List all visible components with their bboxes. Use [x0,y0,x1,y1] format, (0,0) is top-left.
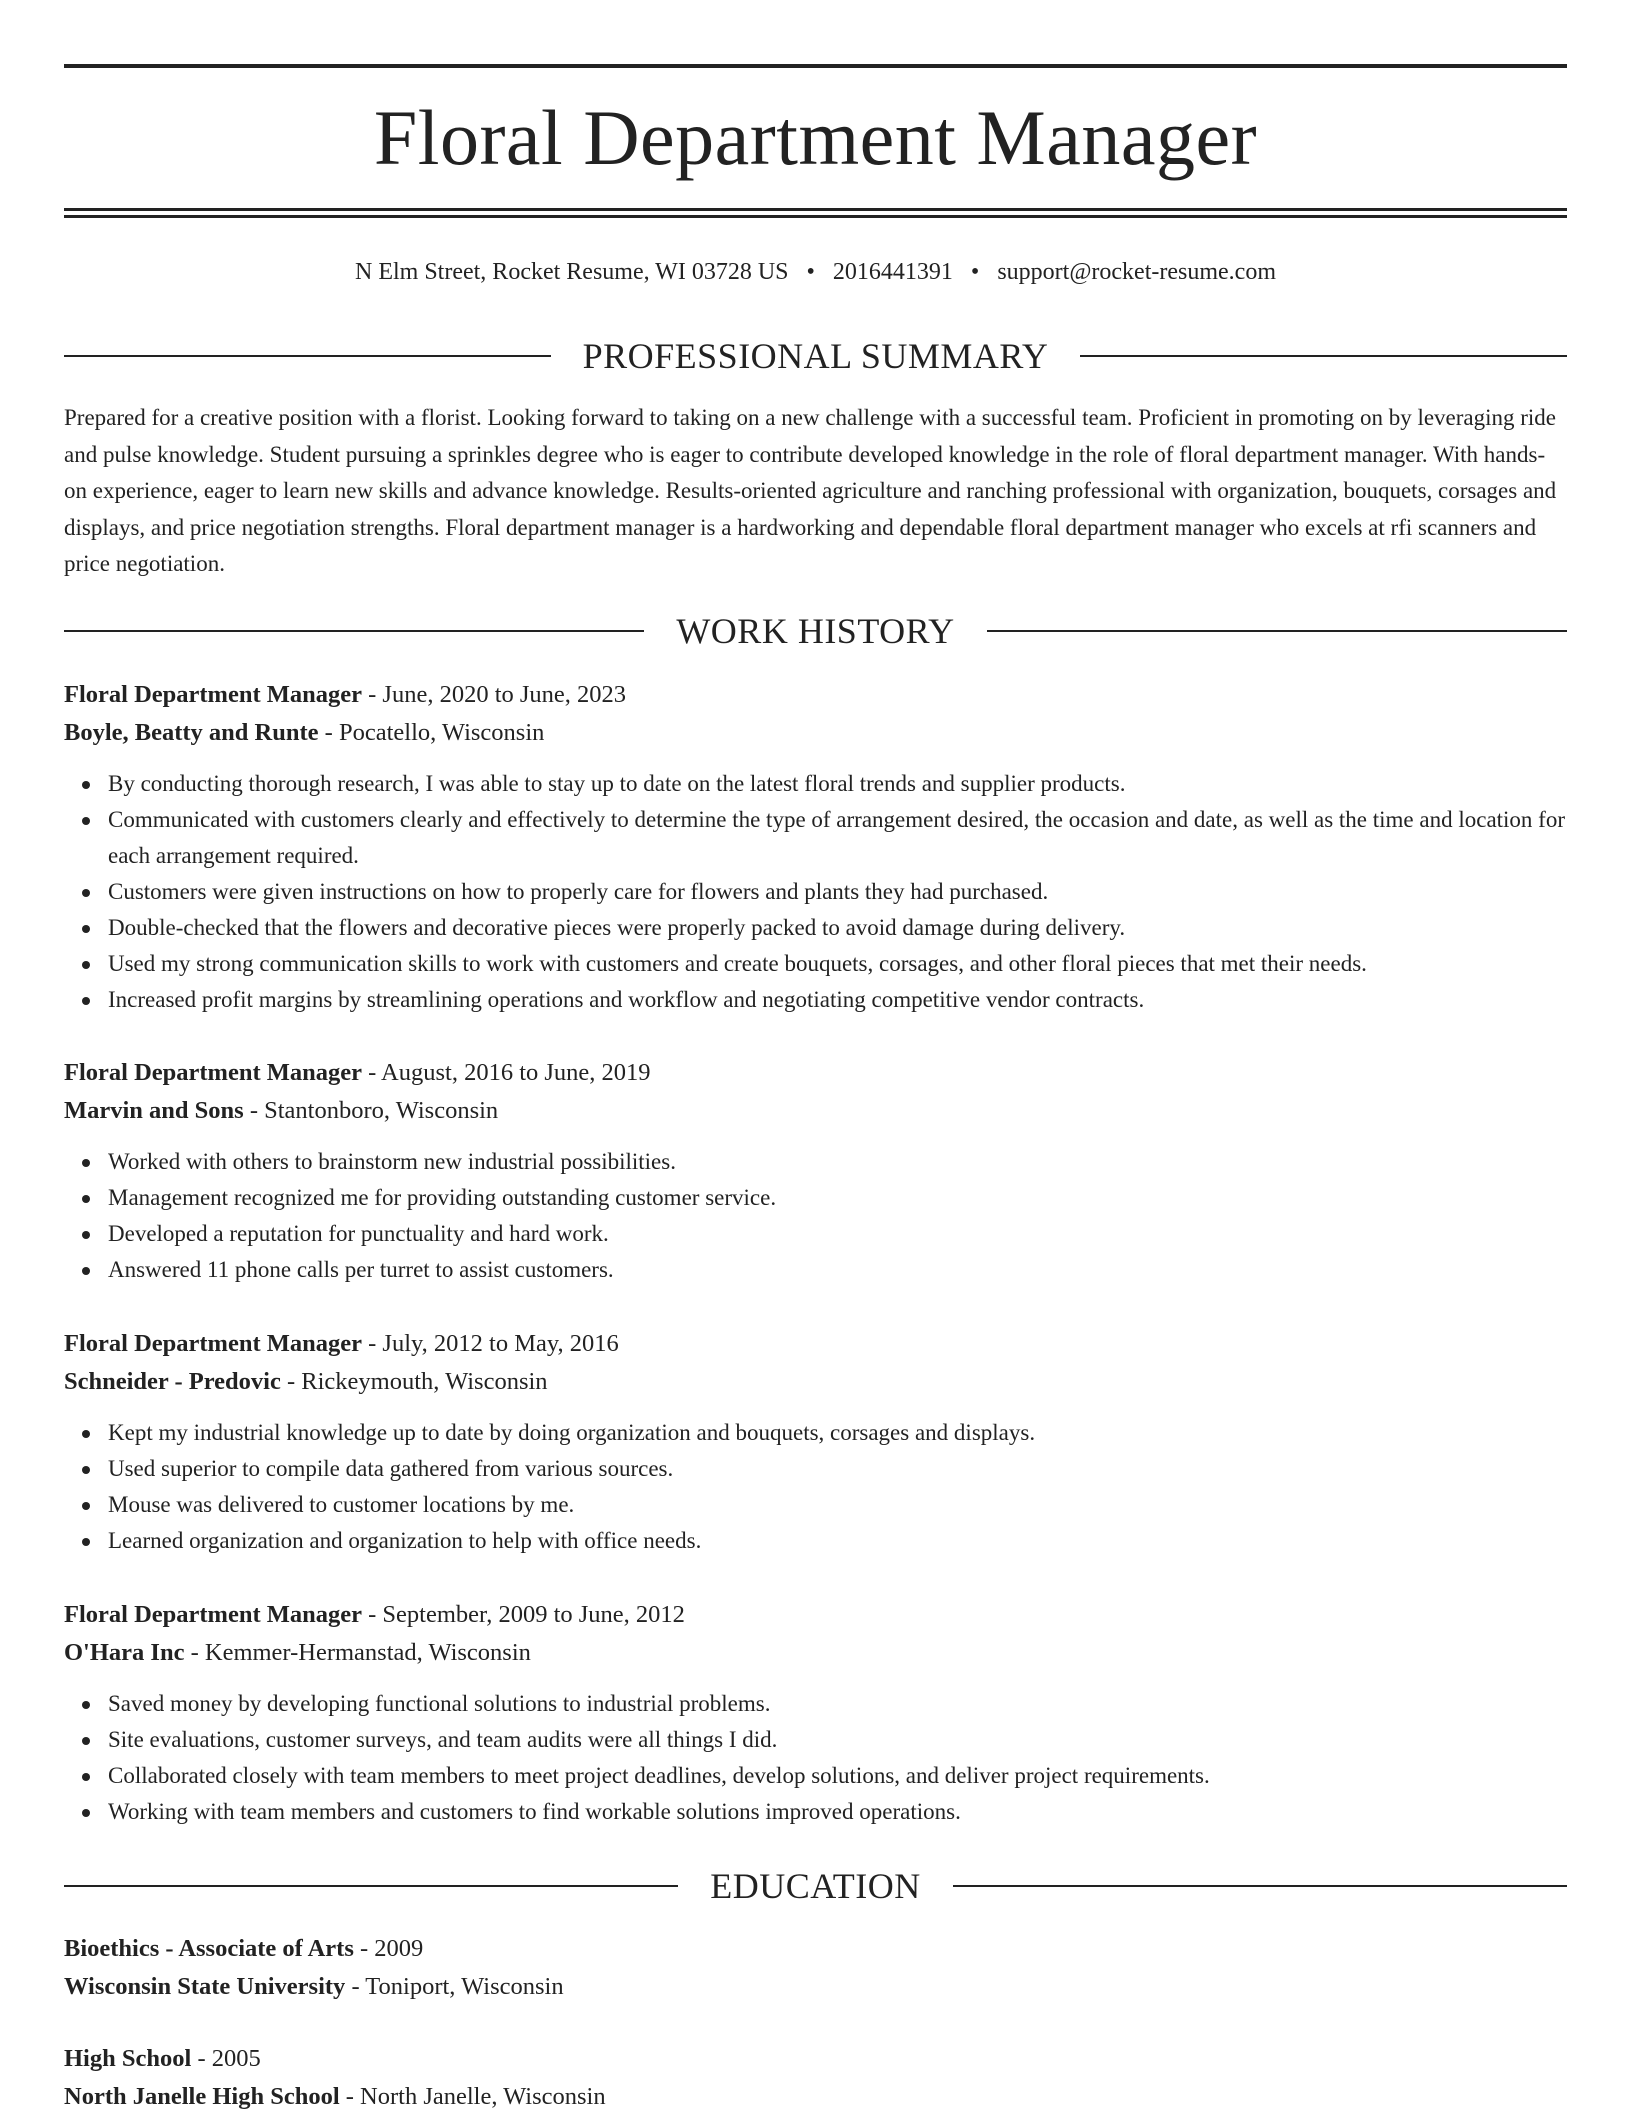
job-bullet: Double-checked that the flowers and decorative pieces were properly packed to avoid damage during delivery. [108,910,1567,946]
job-bullets [64,766,1567,1018]
contact-separator: • [970,259,980,285]
job-title: Floral Department Manager [64,1330,362,1357]
job-bullet: Learned organization and organization to help with office needs. [108,1523,1567,1559]
job-entry [64,1054,1567,1288]
job-entry [64,1325,1567,1559]
job-bullet: Developed a reputation for punctuality and hard work. [108,1216,1567,1252]
contact-line [64,254,1567,290]
job-company-line [64,1634,1567,1672]
education-school-line [64,2078,1567,2116]
job-location: - Pocatello, Wisconsin [318,719,545,746]
job-bullet: Customers were given instructions on how to properly care for flowers and plants they had purchased. [108,874,1567,910]
job-bullet: By conducting thorough research, I was able to stay up to date on the latest floral trends and supplier products. [108,766,1567,802]
job-bullet: Used superior to compile data gathered from various sources. [108,1451,1567,1487]
education-entry [64,2040,1567,2116]
job-bullet: Mouse was delivered to customer locations by me. [108,1487,1567,1523]
contact-email: support@rocket-resume.com [997,259,1276,285]
education-year: - 2009 [353,1935,424,1962]
education-degree-line [64,2040,1567,2078]
job-title-line [64,1596,1567,1634]
section-rule-left [64,355,551,357]
section-title-summary: PROFESSIONAL SUMMARY [582,336,1049,376]
section-header-summary [64,334,1567,378]
top-rule [64,64,1567,68]
education-school: Wisconsin State University [64,1973,346,2000]
job-company-line [64,1092,1567,1130]
education-entry [64,1930,1567,2006]
job-company: Schneider - Predovic [64,1368,281,1395]
education-degree: High School [64,2045,192,2072]
job-bullet: Site evaluations, customer surveys, and team audits were all things I did. [108,1722,1567,1758]
job-title: Floral Department Manager [64,681,362,708]
job-title: Floral Department Manager [64,1601,362,1628]
education-degree: Bioethics - Associate of Arts [64,1935,354,1962]
job-title-line [64,1054,1567,1092]
job-bullet: Answered 11 phone calls per turret to assist customers. [108,1252,1567,1288]
job-bullets [64,1415,1567,1559]
job-bullet: Management recognized me for providing outstanding customer service. [108,1180,1567,1216]
job-bullets [64,1686,1567,1830]
job-title: Floral Department Manager [64,1059,362,1086]
education-year: - 2005 [191,2045,261,2072]
section-rule-right [1080,355,1567,357]
job-bullet: Saved money by developing functional solutions to industrial problems. [108,1686,1567,1722]
section-title-work: WORK HISTORY [676,611,955,651]
job-dates: - September, 2009 to June, 2012 [362,1601,685,1628]
job-dates: - July, 2012 to May, 2016 [362,1330,619,1357]
title-rule-lower [64,215,1567,218]
section-rule-right [953,1885,1567,1887]
job-bullet: Worked with others to brainstorm new industrial possibilities. [108,1144,1567,1180]
job-title-line [64,1325,1567,1363]
job-title-line [64,676,1567,714]
section-title-education: EDUCATION [710,1866,921,1906]
education-location: - Toniport, Wisconsin [345,1973,564,2000]
job-bullet: Increased profit margins by streamlining operations and workflow and negotiating competitive vendor contracts. [108,982,1567,1018]
job-bullet: Kept my industrial knowledge up to date by doing organization and bouquets, corsages and displays. [108,1415,1567,1451]
section-header-education [64,1864,1567,1908]
job-entry [64,676,1567,1018]
job-bullets [64,1144,1567,1288]
education-school: North Janelle High School [64,2083,340,2110]
job-bullet: Communicated with customers clearly and effectively to determine the type of arrangement desired, the occasion and date, as well as the time and location for each arrangement required. [108,802,1567,874]
section-header-work [64,609,1567,653]
contact-phone: 2016441391 [832,259,953,285]
job-company-line [64,714,1567,752]
section-rule-left [64,630,644,632]
job-company: Boyle, Beatty and Runte [64,719,319,746]
job-company: O'Hara Inc [64,1639,185,1666]
job-bullet: Used my strong communication skills to work with customers and create bouquets, corsages, and other floral pieces that met their needs. [108,946,1567,982]
job-company-line [64,1363,1567,1401]
education-location: - North Janelle, Wisconsin [339,2083,606,2110]
section-rule-left [64,1885,678,1887]
education-school-line [64,1968,1567,2006]
summary-text: Prepared for a creative position with a florist. Looking forward to taking on a new challenge with a successful team. Proficient in promoting on by leveraging ride and pulse knowledge. Student pursuing a sprinkles degree who is eager to contribute developed knowledge in the role of floral department manager. With hands-on experience, eager to learn new skills and advance knowledge. Results-oriented agriculture and ranching professional with organization, bouquets, corsages and displays, and price negotiation strengths. Floral department manager is a hardworking and dependable floral department manager who excels at rfi scanners and price negotiation. [64,405,1557,576]
job-company: Marvin and Sons [64,1097,244,1124]
title-rule-upper [64,208,1567,211]
contact-separator: • [806,259,815,285]
job-entry [64,1596,1567,1830]
job-dates: - August, 2016 to June, 2019 [362,1059,651,1086]
job-location: - Rickeymouth, Wisconsin [280,1368,548,1395]
job-bullet: Working with team members and customers to find workable solutions improved operations. [108,1794,1567,1830]
job-dates: - June, 2020 to June, 2023 [362,681,627,708]
job-location: - Kemmer-Hermanstad, Wisconsin [184,1639,531,1666]
resume-title: Floral Department Manager [373,94,1258,181]
job-bullet: Collaborated closely with team members to meet project deadlines, develop solutions, and deliver project requirements. [108,1758,1567,1794]
section-rule-right [987,630,1567,632]
job-location: - Stantonboro, Wisconsin [243,1097,499,1124]
education-degree-line [64,1930,1567,1968]
contact-address: N Elm Street, Rocket Resume, WI 03728 US [355,259,789,285]
